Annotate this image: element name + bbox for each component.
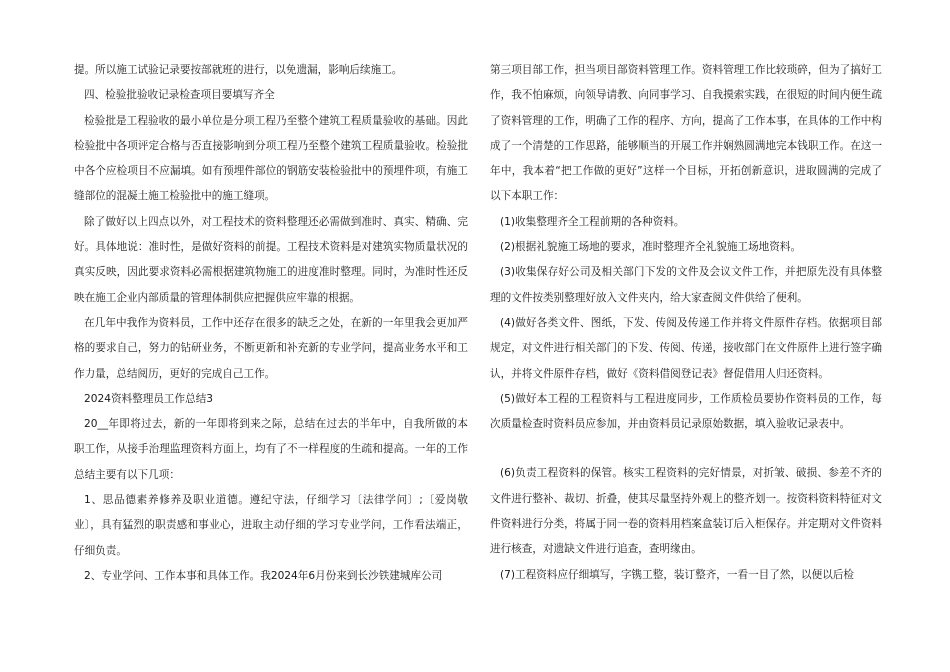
list-item: (4)做好各类文件、图纸，下发、传阅及传递工作并将文件原件存档。依据项目部规定，对文件进行相关部门的下发、传阅、传递，接收部门在文件原件上进行签字确认，并将文件原件存档，做好《资料借阅登记表》督促借用人归还资料。 xyxy=(490,316,882,380)
paragraph: 在几年中我作为资料员，工作中还存在很多的缺乏之处，在新的一年里我会更加严格的要求自己，努力的钻研业务，不断更新和补充新的专业学问，提高业务水平和工作力量，总结阅历，更好的完成自己工作。 xyxy=(74,316,468,380)
list-item: (3)收集保存好公司及相关部门下发的文件及会议文件工作，并把原先没有具体整理的文件按类别整理好放入文件夹内，给大家查阅文件供给了便利。 xyxy=(490,266,882,304)
paragraph: 2、专业学问、工作本事和具体工作。我2024年6月份来到长沙铁建城库公司 xyxy=(84,569,443,582)
list-item: (6)负责工程资料的保管。核实工程资料的完好情景，对折皱、破损、参差不齐的文件进行整补、裁切、折叠，使其尽量坚持外观上的整齐划一。按资料资料特征对文件资料进行分类，将属于同一卷的资料用档案盒装订后入柜保存。并定期对文件资料进行核查，对遗缺文件进行追查，查明缘由。 xyxy=(490,467,882,556)
section-heading: 2024资料整理员工作总结3 xyxy=(84,392,214,405)
list-item: (7)工程资料应仔细填写，字镌工整，装订整齐，一看一目了然，以便以后检 xyxy=(500,568,855,581)
left-text-column xyxy=(74,58,468,589)
paragraph: 20__年即将过去，新的一年即将到来之际，总结在过去的半年中，自我所做的本职工作，从接手治理监理资料方面上，均有了不一样程度的生疏和提高。一年的工作总结主要有以下几项： xyxy=(74,418,468,481)
list-item: (5)做好本工程的工程资料与工程进度同步，工作质检员要协作资料员的工作，每次质量检查时资料员应参加，并由资料员记录原始数据，填入验收记录表中。 xyxy=(490,392,882,431)
paragraph: 第三项目部工作，担当项目部资料管理工作。资料管理工作比较琐碎，但为了搞好工作，我不怕麻烦，向领导请教、向同事学习、自我摸索实践，在很短的时间内便生疏了资料管理的工作，明确了工作的程序、方向，提高了工作本事，在具体的工作中构成了一个清楚的工作思路，能够顺当的开展工作并娴熟圆满地完本钱职工作。在这一年中，我本着“把工作做的更好”这样一个目标，开拓创新意识，进取圆满的完成了以下本职工作： xyxy=(490,64,882,203)
list-item: (1)收集整理齐全工程前期的各种资料。 xyxy=(500,215,685,228)
right-text-column xyxy=(490,58,882,588)
paragraph: 除了做好以上四点以外，对工程技术的资料整理还必需做到准时、真实、精确、完好。具体地说：准时性，是做好资料的前提。工程技术资料是对建筑实物质量状况的真实反映，因此要求资料必需根据建筑物施工的进度准时整理。同时，为准时性还反映在施工企业内部质量的管理体制供应把握供应牢靠的根据。 xyxy=(74,215,468,304)
paragraph: 1、思品德素养修养及职业道德。遵纪守法，仔细学习〔法律学问〕;〔爱岗敬业〕，具有猛烈的职责感和事业心，进取主动仔细的学习专业学问，工作看法端正，仔细负责。 xyxy=(74,494,468,557)
paragraph: 提。所以施工试验记录要按部就班的进行，以免遗漏，影响后续施工。 xyxy=(74,64,403,76)
section-heading: 四、检验批验收记录检查项目要填写齐全 xyxy=(84,89,275,102)
list-item: (2)根据礼貌施工场地的要求，准时整理齐全礼貌施工场地资料。 xyxy=(500,241,802,254)
paragraph: 检验批是工程验收的最小单位是分项工程乃至整个建筑工程质量验收的基础。因此检验批中各项评定合格与否直接影响到分项工程乃至整个建筑工程质量验收。检验批中各个应检项目不应漏填。如有预埋件部位的钢筋安装检验批中的预埋件项，有施工缝部位的混凝土施工检验批中的施工缝项。 xyxy=(74,114,468,203)
